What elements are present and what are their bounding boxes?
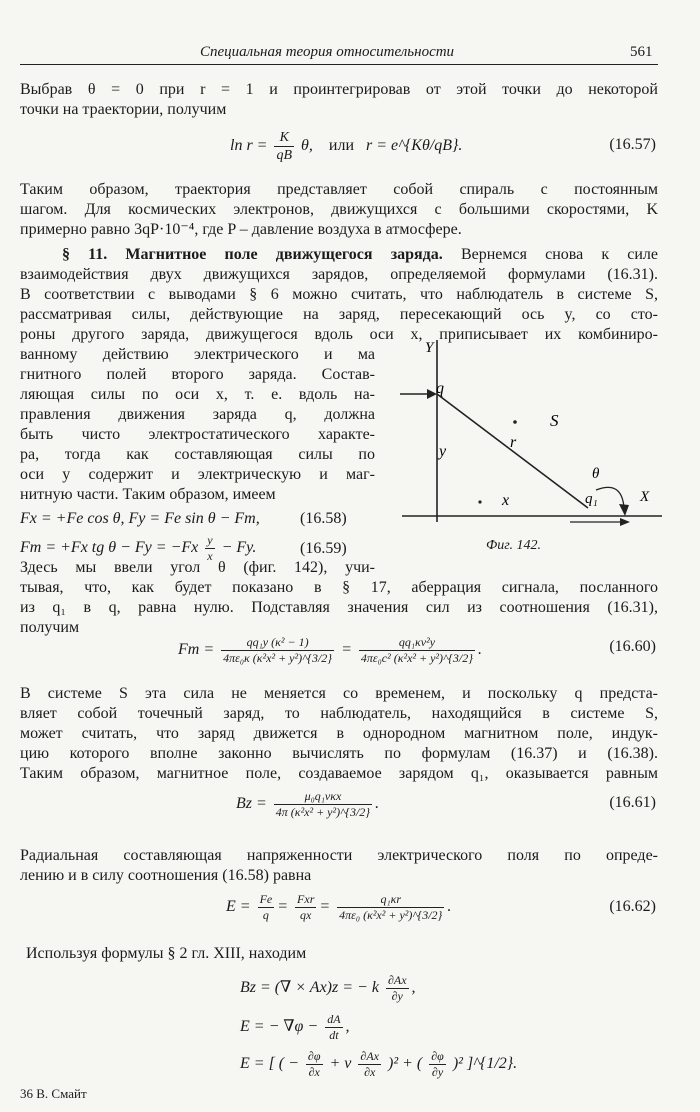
- text-line: лению и в силу соотношения (16.58) равна: [20, 867, 312, 884]
- text-line: Таким образом, траектория представляет собой спираль с постоянным: [20, 181, 658, 198]
- text-line: тывая, что, как будет показано в § 17, аберрация сигнала, посланного: [20, 579, 658, 596]
- text-line: В системе S эта сила не меняется со временем, и поскольку q предста-: [20, 685, 658, 702]
- text-line: может считать, что заряд движется в однородном магнитном поле, индук-: [20, 725, 658, 742]
- header-rule: [20, 64, 658, 65]
- figure-label-S: S: [550, 411, 559, 430]
- equation-E-vector: E = − ∇φ − $\frac{dA}{dt}$ ,: [240, 1011, 350, 1042]
- figure-label-x: x: [502, 492, 510, 509]
- figure-label-theta: θ: [592, 466, 600, 482]
- text-line: рассматривая силы, действующие на заряд, пересекающий ось y, со сто-: [20, 306, 658, 323]
- text-line: роны другого заряда, движущегося вдоль оси x, приписывает их комбиниро-: [20, 326, 658, 343]
- equation-16-58: Fx = +Fe cos θ, Fy = Fe sin θ − Fm,: [20, 510, 260, 527]
- equation-16-61: Bz = $\frac{\text{μ₀q₁vκx}}{\text{4π (κ²x² + y²)\textasciicircum{}\{3/2\}}}$ .: [236, 788, 380, 819]
- text-line: взаимодействия двух движущихся зарядов, определяемой формулами (16.31).: [20, 266, 658, 283]
- section-heading: § 11. Магнитное поле движущегося заряда.: [62, 246, 443, 263]
- text-line: из q₁ в q, равна нулю. Подставляя значения сил из соотношения (16.31),: [20, 599, 658, 616]
- text-line: цию которого вполне законно вычислять по формулам (16.37) и (16.38).: [20, 745, 658, 762]
- text-line: Используя формулы § 2 гл. XIII, находим: [26, 945, 307, 962]
- figure-label-q1: q₁: [585, 491, 598, 507]
- text-line: оси y содержит и электрическую и маг-: [20, 466, 375, 483]
- equation-E-magnitude: E = [ ( − $\frac{\partial\varphi}{\partial x}$ + v $\frac{\partial Ax}{\partial x}$ )² + ( $\frac{\partial\varphi}{\partial y}$ )² ]^{1/2}.: [240, 1048, 518, 1079]
- text-line: правления движения заряда q, должна: [20, 406, 375, 423]
- text-line: быть чисто электростатического характе-: [20, 426, 375, 443]
- text-line: нитную части. Таким образом, имеем: [20, 486, 276, 503]
- text-line: получим: [20, 619, 80, 636]
- figure-label-q: q: [436, 380, 444, 397]
- equation-number: (16.61): [609, 794, 656, 811]
- text-line: примерно равно 3qP·10⁻⁴, где P – давление воздуха в атмосфере.: [20, 221, 462, 238]
- figure-label-X: X: [640, 489, 650, 505]
- equation-16-60: Fm = $\frac{\text{qq₁y (κ² − 1)}}{\text{4πε₀κ (κ²x² + y²)\textasciicircum{}\{3/2\}}}$ = $\frac{\text{qq₁κv²y}}{\text{4πε₀c² (κ²x² + y²)\textasciicircum{}\{3/2\}}}$ .: [178, 634, 483, 665]
- figure-caption: Фиг. 142.: [486, 538, 542, 553]
- text-line: ра, тогда как составляющая силы по: [20, 446, 375, 463]
- equation-16-59: Fm = +Fx tg θ − Fy = −Fx $\frac{y}{x}$ − Fy.: [20, 532, 257, 563]
- text-line: точки на траектории, получим: [20, 101, 227, 118]
- equation-number: (16.59): [300, 540, 347, 557]
- text-line: В соответствии с выводами § 6 можно считать, что наблюдатель в системе S,: [20, 286, 658, 303]
- equation-number: (16.62): [609, 898, 656, 915]
- section-first-line: § 11. Магнитное поле движущегося заряда. Вернемся снова к силе: [62, 246, 659, 263]
- text-line: ляющая силы по оси x, т. е. вдоль на-: [20, 386, 375, 403]
- figure-label-r: r: [510, 434, 517, 451]
- text-line: шагом. Для космических электронов, движущихся с большими скоростями, K: [20, 201, 658, 218]
- text-line: Радиальная составляющая напряженности электрического поля по опреде-: [20, 847, 658, 864]
- equation-16-62: E = $\frac{Fe}{q}$ = $\frac{\text{Fxr}}{qx}$ = $\frac{\text{q₁κr}}{\text{4πε₀ (κ²x² + y²)\textasciicircum{}\{3/2\}}}$ .: [226, 891, 452, 922]
- equation-number: (16.60): [609, 638, 656, 655]
- text-line: гнитного полей второго заряда. Состав-: [20, 366, 375, 383]
- footer-signature: 36 В. Смайт: [20, 1086, 87, 1101]
- text-line: Выбрав θ = 0 при r = 1 и проинтегрировав от этой точки до некоторой: [20, 81, 658, 98]
- text-line: Таким образом, магнитное поле, создаваемое зарядом q₁, оказывается равным: [20, 765, 658, 782]
- figure-label-Y: Y: [425, 340, 434, 356]
- running-header-title: Специальная теория относительности: [200, 44, 455, 60]
- equation-Bz: Bz = (∇ × Ax)z = − k $\frac{\partial Ax}{\partial y}$ ,: [240, 972, 416, 1003]
- equation-number: (16.58): [300, 510, 347, 527]
- figure-142: [400, 338, 670, 534]
- equation-number: (16.57): [609, 136, 656, 153]
- text-line: ванному действию электрического и ма: [20, 346, 375, 363]
- figure-label-y: y: [439, 443, 447, 460]
- text-line: вляет собой точечный заряд, то наблюдатель, находящийся в системе S,: [20, 705, 658, 722]
- equation-16-57: ln r = $\frac{K}{qB}$ θ, или r = e^{Kθ/qB}.: [230, 129, 463, 163]
- page-number: 561: [630, 44, 653, 60]
- text-line: Здесь мы ввели угол θ (фиг. 142), учи-: [20, 559, 375, 576]
